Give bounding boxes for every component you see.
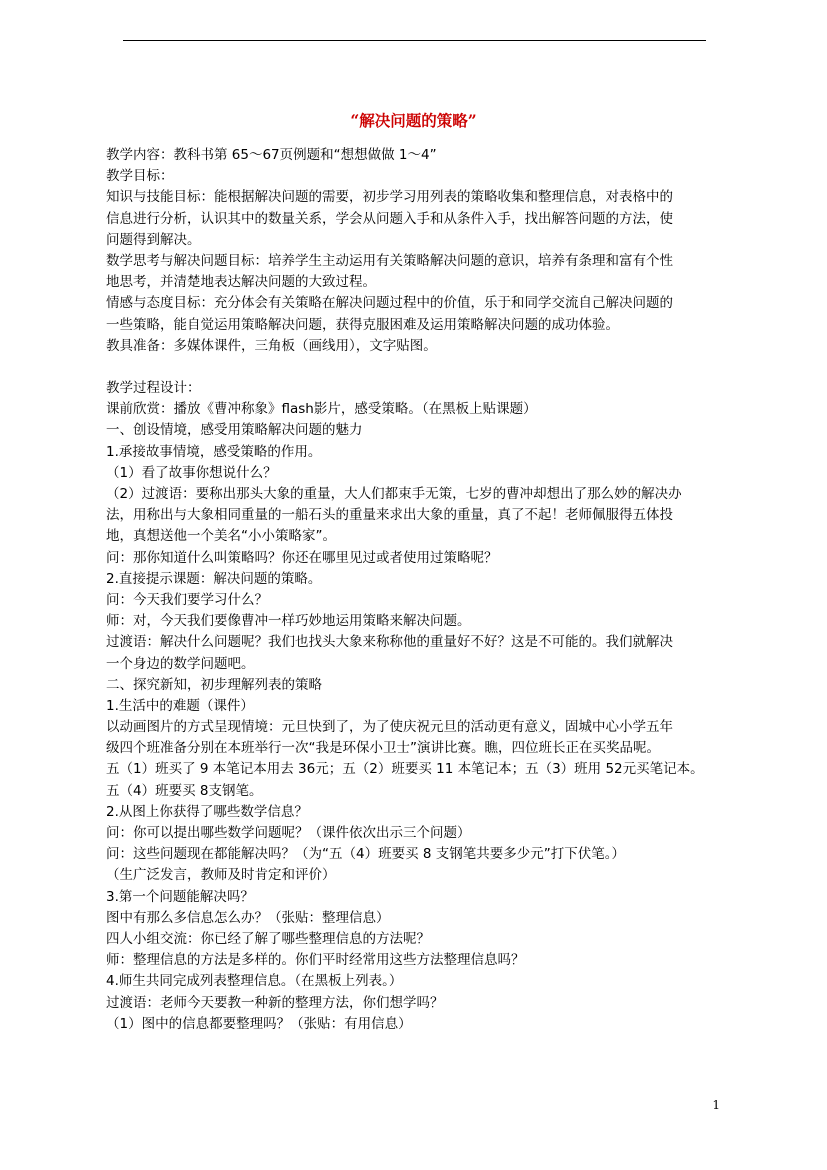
body-line: 3.第一个问题能解决吗？: [106, 888, 254, 905]
body-line: 五（4）班要买 8支钢笔。: [106, 782, 263, 799]
body-line: 1.生活中的难题（课件）: [106, 697, 254, 714]
body-line: 问：这些问题现在都能解决吗？（为“五（4）班要买 8 支钢笔共要多少元”打下伏笔。）: [106, 846, 625, 863]
section-heading: 二、探究新知，初步理解列表的策略: [106, 676, 322, 693]
body-line: 问：今天我们要学习什么？: [106, 591, 268, 608]
body-line: 师：整理信息的方法是多样的。你们平时经常用这些方法整理信息吗？: [106, 952, 525, 969]
body-line: 情感与态度目标：充分体会有关策略在解决问题过程中的价值，乐于和同学交流自己解决问题的: [106, 295, 673, 312]
body-line: 地思考，并清楚地表达解决问题的大致过程。: [106, 274, 376, 291]
body-line: 2.从图上你获得了哪些数学信息？: [106, 803, 308, 820]
body-line: 知识与技能目标：能根据解决问题的需要，初步学习用列表的策略收集和整理信息，对表格中的: [106, 189, 673, 206]
body-line: （2）过渡语：要称出那头大象的重量，大人们都束手无策，七岁的曹冲却想出了那么妙的解决办: [106, 486, 682, 502]
body-line: 教学目标：: [106, 168, 174, 185]
body-line: 1.承接故事情境，感受策略的作用。: [106, 443, 322, 460]
body-line: 问题得到解决。: [106, 231, 201, 248]
body-line: 信息进行分析，认识其中的数量关系，学会从问题入手和从条件入手，找出解答问题的方法，使: [106, 210, 673, 227]
blank-line: [106, 357, 724, 378]
body-line: 课前欣赏：播放《曹冲称象》flash影片，感受策略。（在黑板上贴课题）: [106, 401, 537, 418]
header-rule: [123, 40, 706, 41]
body-line: 2.直接提示课题：解决问题的策略。: [106, 570, 322, 587]
body-line: 教学内容：教科书第 65～67页例题和“想想做做 1～4”: [106, 147, 437, 163]
body-line: 教具准备：多媒体课件，三角板（画线用），文字贴图。: [106, 337, 437, 354]
body-line: 教学过程设计：: [106, 380, 201, 397]
body-line: 法，用称出与大象相同重量的一船石头的重量来求出大象的重量，真了不起！老师佩服得五体投: [106, 507, 673, 524]
body-line: 一些策略，能自觉运用策略解决问题，获得克服困难及运用策略解决问题的成功体验。: [106, 316, 619, 333]
section-heading: 一、创设情境，感受用策略解决问题的魅力: [106, 422, 363, 439]
body-line: 师：对，今天我们要像曹冲一样巧妙地运用策略来解决问题。: [106, 613, 471, 630]
body-line: 以动画图片的方式呈现情境：元旦快到了，为了使庆祝元旦的活动更有意义，固城中心小学五年: [106, 719, 673, 736]
body-line: 五（1）班买了 9 本笔记本用去 36元；五（2）班要买 11 本笔记本；五（3）班用 52元买笔记本。: [106, 761, 704, 778]
body-line: （1）图中的信息都要整理吗？（张贴：有用信息）: [106, 1015, 412, 1032]
body-line: 过渡语：解决什么问题呢？我们也找头大象来称称他的重量好不好？这是不可能的。我们就解决: [106, 634, 673, 651]
body-line: 图中有那么多信息怎么办？（张贴：整理信息）: [106, 909, 390, 926]
body-line: 级四个班准备分别在本班举行一次“我是环保小卫士”演讲比赛。瞧，四位班长正在买奖品呢。: [106, 740, 660, 757]
body-line: 4.师生共同完成列表整理信息。（在黑板上列表。）: [106, 973, 403, 990]
document-title: “解决问题的策略”: [350, 111, 477, 130]
body-line: 一个身边的数学问题吧。: [106, 655, 255, 672]
body-line: 四人小组交流：你已经了解了哪些整理信息的方法呢？: [106, 930, 430, 947]
body-line: 地，真想送他一个美名“小小策略家”。: [106, 528, 336, 545]
body-line: （1）看了故事你想说什么？: [106, 464, 277, 481]
body-line: 问：你可以提出哪些数学问题呢？（课件依次出示三个问题）: [106, 825, 471, 841]
body-line: 过渡语：老师今天要教一种新的整理方法，你们想学吗？: [106, 994, 444, 1011]
body-line: 问：那你知道什么叫策略吗？你还在哪里见过或者使用过策略呢？: [106, 549, 498, 566]
body-line: 数学思考与解决问题目标：培养学生主动运用有关策略解决问题的意识，培养有条理和富有个性: [106, 252, 673, 269]
body-line: （生广泛发言，教师及时肯定和评价）: [106, 867, 336, 884]
document-body: [106, 145, 724, 1035]
page-number: 1: [712, 1098, 720, 1112]
